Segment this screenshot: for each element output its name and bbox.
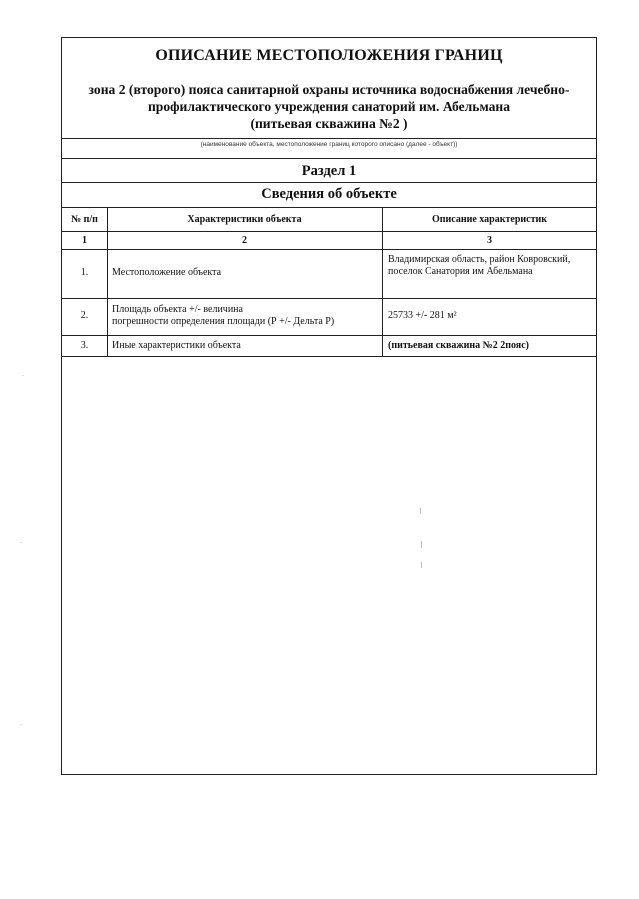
table-colnum-2: 2 [242, 235, 247, 246]
table-row-2-description: 25733 +/- 281 м² [388, 310, 457, 321]
document-title: ОПИСАНИЕ МЕСТОПОЛОЖЕНИЯ ГРАНИЦ [155, 47, 503, 64]
table-rule [62, 298, 596, 299]
divider [62, 182, 596, 183]
scan-artifact [420, 508, 421, 514]
subtitle-line-3: (питьевая скважина №2 ) [250, 116, 408, 131]
table-rule [62, 249, 596, 250]
section-title: Раздел 1 [301, 163, 357, 179]
table-row-1-characteristic: Местоположение объекта [112, 267, 222, 278]
table-row-1-description: Владимирская область, район Ковровский, поселок Санатория им Абельмана [388, 254, 571, 277]
scan-speck: · [20, 722, 22, 729]
table-row-2-characteristic-line-2: погрешности определения площади (Р +/- Дельта Р) [112, 316, 335, 327]
table-header-description: Описание характеристик [431, 214, 548, 225]
document-subtitle [66, 81, 592, 132]
table-row-3-description: (питьевая скважина №2 2пояс) [388, 340, 529, 351]
table-row-3-characteristic: Иные характеристики объекта [112, 340, 241, 351]
table-row-2-characteristic [112, 304, 380, 328]
object-caption: (наименование объекта, местоположение границ которого описано (далее - объект)) [200, 141, 458, 148]
table-row-1-num: 1. [80, 267, 89, 278]
subtitle-line-1: зона 2 (второго) пояса санитарной охраны источника водоснабжения лечебно- [88, 82, 570, 97]
table-column-rule [382, 207, 383, 356]
subtitle-line-2: профилактического учреждения санаторий им. Абельмана [147, 99, 511, 114]
scan-speck: · [22, 373, 24, 380]
table-colnum-3: 3 [487, 235, 492, 246]
table-column-rule [107, 207, 108, 356]
scan-speck: · [20, 540, 22, 547]
scan-artifact [421, 541, 422, 548]
table-header-characteristic: Характеристики объекта [187, 214, 302, 225]
scan-artifact [421, 562, 422, 568]
table-row-2-characteristic-line-1: Площадь объекта +/- величина [112, 304, 243, 315]
table-colnum-1: 1 [82, 235, 87, 246]
divider [62, 207, 596, 208]
table-rule [62, 335, 596, 336]
document-frame [61, 37, 597, 775]
table-rule [62, 231, 596, 232]
table-row-2-num: 2. [80, 310, 89, 321]
table-rule [62, 356, 596, 357]
section-subtitle: Сведения об объекте [261, 186, 397, 202]
table-row-3-num: 3. [80, 340, 89, 351]
divider [62, 138, 596, 139]
table-header-num: № п/п [71, 214, 98, 225]
divider [62, 158, 596, 159]
